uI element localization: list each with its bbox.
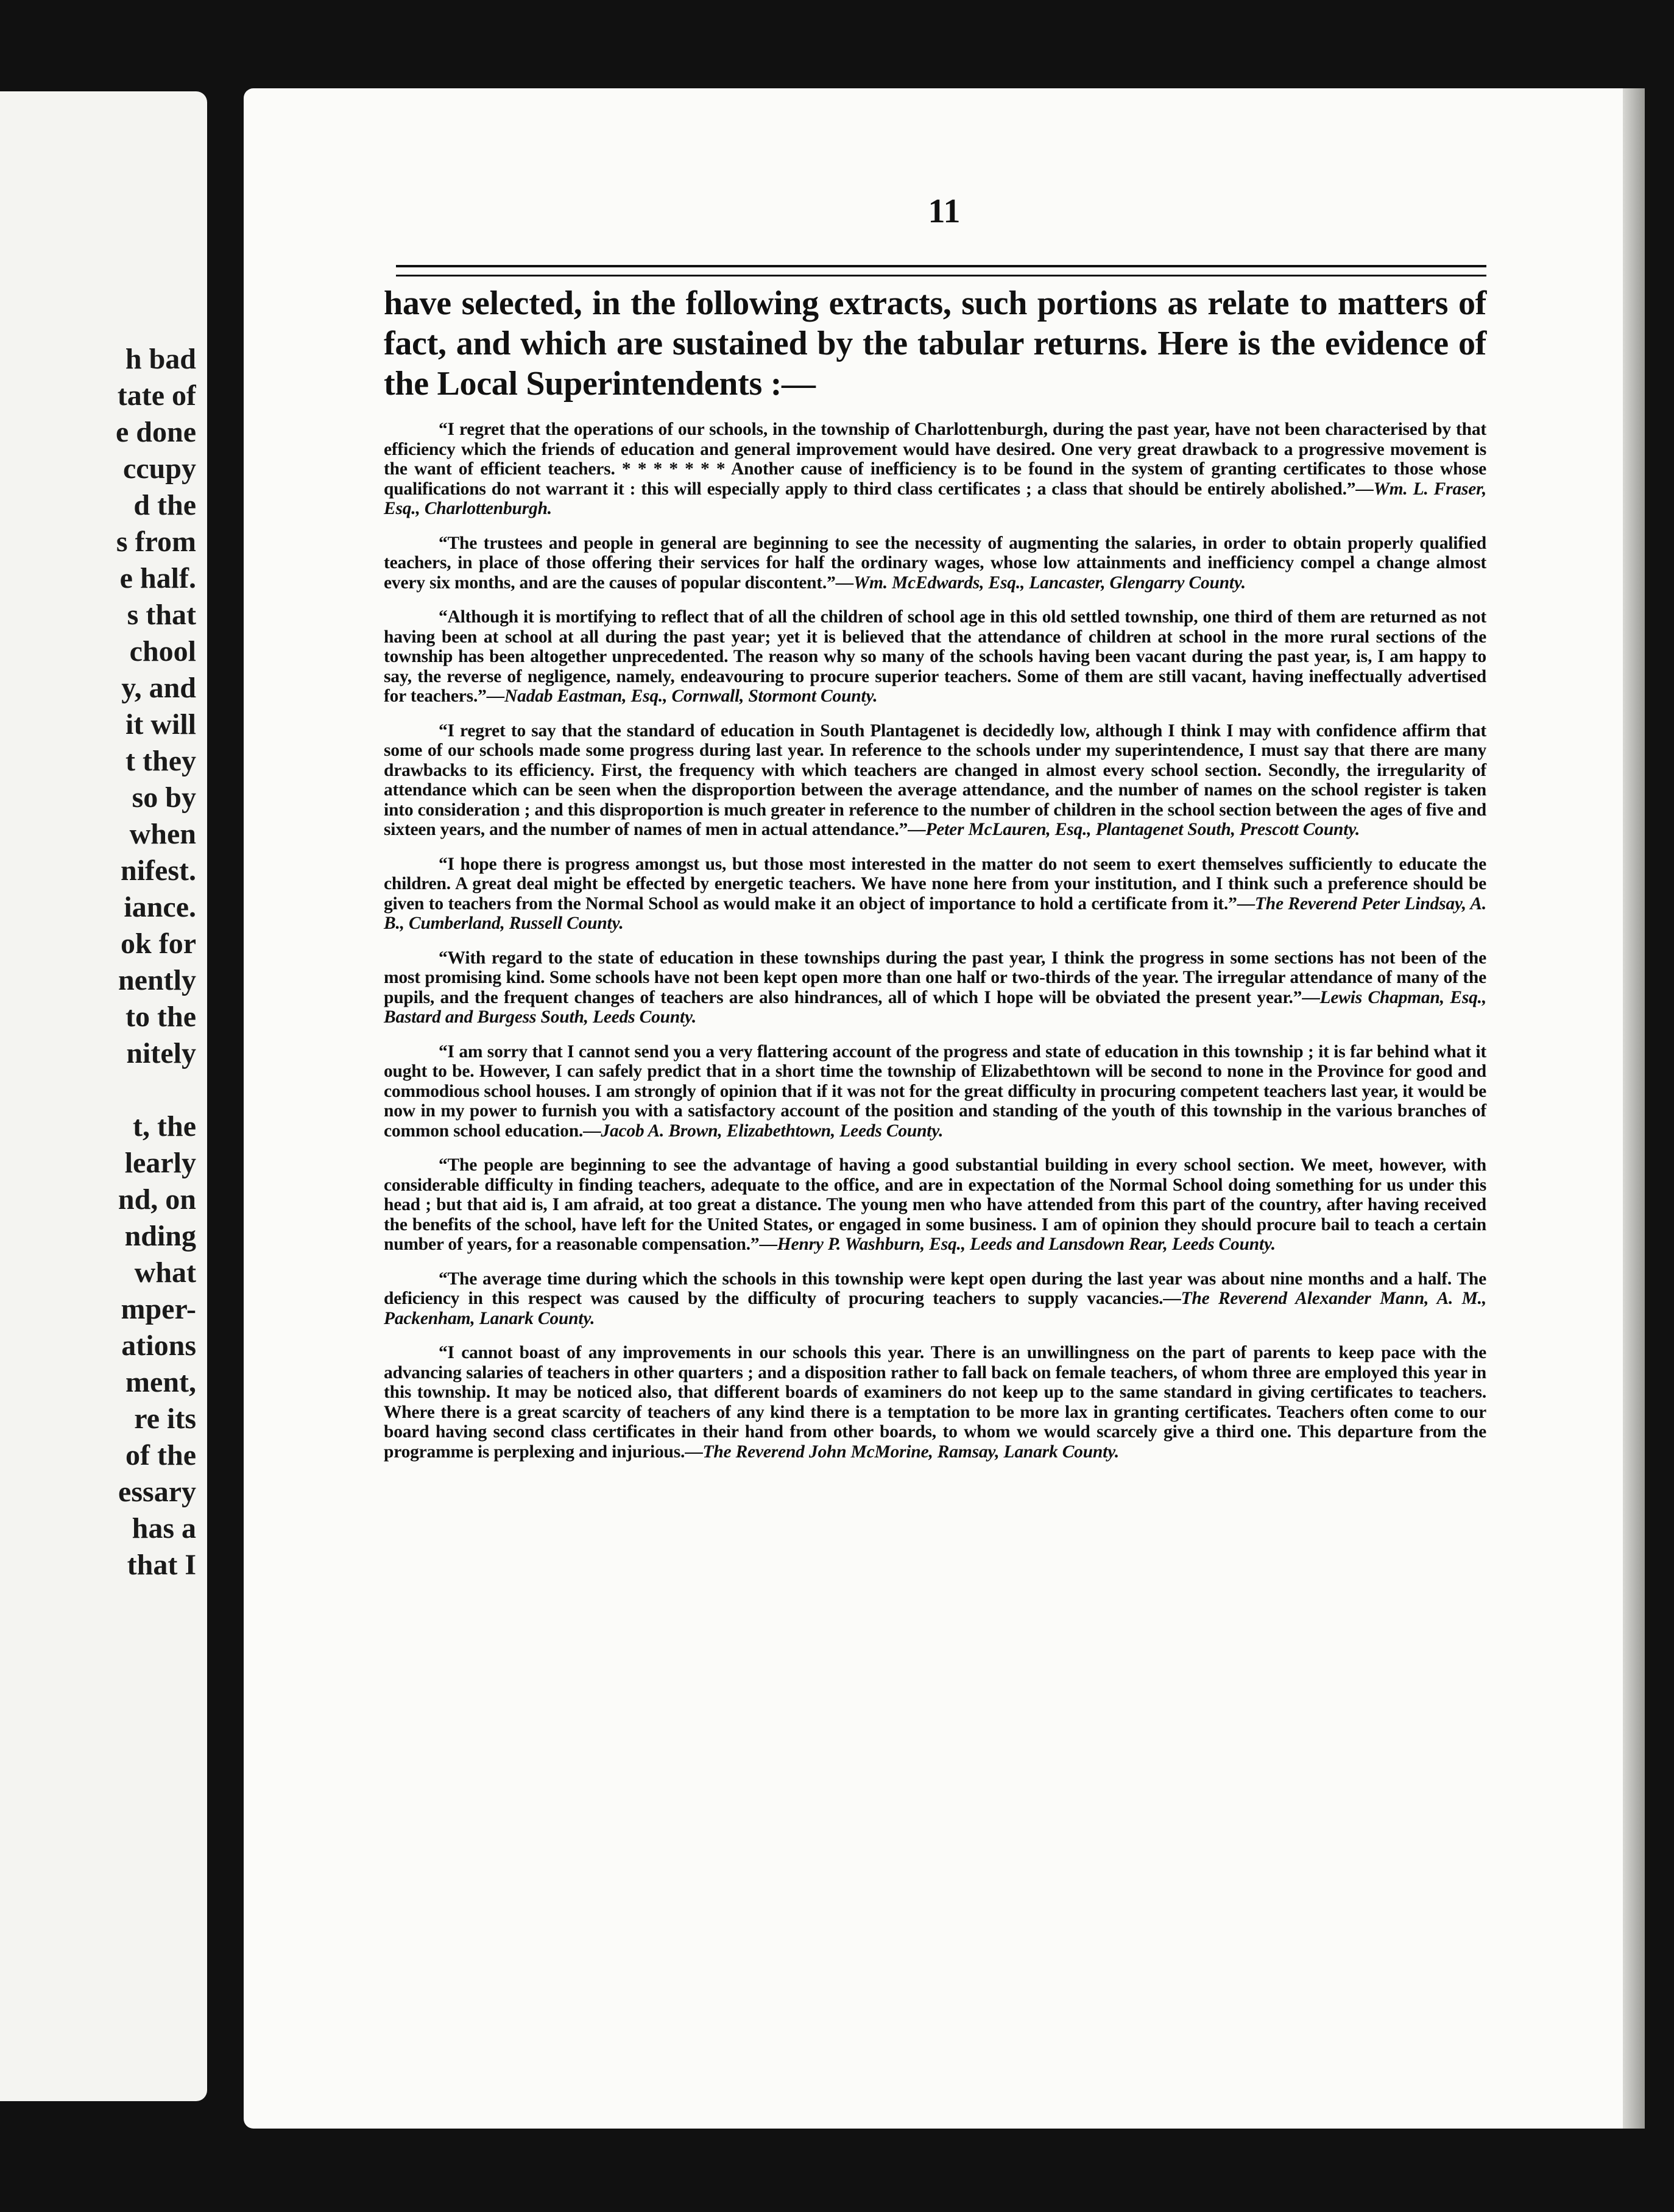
facing-page-line: learly xyxy=(124,1147,196,1179)
facing-page-line xyxy=(13,1072,196,1108)
facing-page-line: ment, xyxy=(125,1366,196,1398)
facing-page-line: t, the xyxy=(133,1110,196,1143)
quote-body: “I hope there is progress amongst us, but those most interested in the matter do not seem to exert themselves sufficiently to educate the children. A great deal might be effected by energetic teachers. We have none here from your institution, and I think such a preference should be given to teachers from the Normal School as would make it an object of importance to hold a certificate from it.”— xyxy=(384,854,1486,914)
quote-attribution: The Reverend Peter Lindsay, A. B., Cumberland, Russell County. xyxy=(384,893,1486,933)
facing-page-line: so by xyxy=(132,781,196,814)
facing-page-line: d the xyxy=(133,489,196,521)
facing-page-line: has a xyxy=(132,1512,196,1545)
facing-page-line: when xyxy=(129,818,196,850)
quote-text xyxy=(384,854,1486,934)
facing-page-line: tate of xyxy=(117,379,196,412)
facing-page-line: chool xyxy=(129,635,196,667)
quote-text xyxy=(384,1155,1486,1255)
quote-attribution: Jacob A. Brown, Elizabethtown, Leeds County. xyxy=(601,1121,944,1141)
quote-body: “The average time during which the schools in this township were kept open during the last year was about nine months and a half. The deficiency in this respect was caused by the difficulty of procuring teachers to supply vacancies.— xyxy=(384,1269,1486,1308)
quote-paragraph xyxy=(384,854,1486,934)
facing-page-line: nently xyxy=(118,964,196,996)
facing-page-line: nifest. xyxy=(121,854,196,887)
facing-page-line: h bad xyxy=(125,343,196,375)
page-content xyxy=(384,283,1486,1476)
facing-page-line: iance. xyxy=(124,891,196,923)
quote-paragraph xyxy=(384,721,1486,840)
document-page xyxy=(244,88,1645,2129)
quote-text xyxy=(384,534,1486,593)
quote-body: “The people are beginning to see the advantage of having a good substantial building in every school section. We meet, however, with considerable difficulty in finding teachers, adequate to the office, and are in expectation of the Normal School doing something for us under this head ; but that aid is, I am afraid, at too great a distance. The young men who have attended from this part of the country, after having received the benefits of the school, have left for the United States, or engaged in some business. I am of opinion they should procure bail to teach a certain number of years, for a reasonable compensation.”— xyxy=(384,1155,1486,1254)
quote-attribution: The Reverend Alexander Mann, A. M., Packenham, Lanark County. xyxy=(384,1289,1486,1328)
facing-page-line: s that xyxy=(127,599,196,631)
quote-paragraph xyxy=(384,420,1486,519)
quote-body: “I regret that the operations of our schools, in the township of Charlottenburgh, during the past year, have not been characterised by that efficiency which the friends of education and general improvement would have desired. One very great drawback to a progressive movement is the want of efficient teachers. * * * * * * * Another cause of inefficiency is to be found in the system of granting certificates to those whose qualifications do not warrant it : this will especially apply to third class certificates ; a class that should be entirely abolished.”— xyxy=(384,420,1486,499)
quote-text xyxy=(384,1343,1486,1462)
quote-paragraph xyxy=(384,1042,1486,1141)
quote-text xyxy=(384,607,1486,706)
facing-page-line: t they xyxy=(125,745,196,777)
facing-page xyxy=(0,91,207,2101)
quote-text xyxy=(384,1042,1486,1141)
facing-page-line: e half. xyxy=(119,562,196,594)
facing-page-line: nd, on xyxy=(118,1183,196,1216)
facing-page-line: nitely xyxy=(126,1037,196,1069)
facing-page-line: e done xyxy=(116,416,196,448)
facing-page-line: y, and xyxy=(121,672,196,704)
page-edge xyxy=(1623,88,1645,2129)
facing-page-line: of the xyxy=(125,1439,196,1471)
quote-body: “The trustees and people in general are beginning to see the necessity of augmenting the salaries, in order to obtain properly qualified teachers, in place of those offering their services for half the ordinary wages, whose low attainments and inefficiency compel a change almost every six months, and are the causes of popular discontent.”— xyxy=(384,533,1486,593)
facing-page-line: what xyxy=(134,1256,196,1289)
quote-text xyxy=(384,948,1486,1027)
facing-page-line: that I xyxy=(127,1549,196,1581)
facing-page-line: mper- xyxy=(121,1293,196,1325)
quote-attribution: Henry P. Washburn, Esq., Leeds and Lansdown Rear, Leeds County. xyxy=(777,1235,1276,1254)
facing-page-line: ok for xyxy=(121,928,196,960)
quote-paragraph xyxy=(384,1155,1486,1255)
facing-page-line: it will xyxy=(125,708,196,741)
facing-page-line: re its xyxy=(134,1403,196,1435)
quote-attribution: Wm. McEdwards, Esq., Lancaster, Glengarry County. xyxy=(853,572,1246,593)
quote-attribution: Peter McLauren, Esq., Plantagenet South, Prescott County. xyxy=(925,820,1360,839)
quotes-list xyxy=(384,420,1486,1462)
facing-page-line: s from xyxy=(116,526,196,558)
quote-attribution: Wm. L. Fraser, Esq., Charlottenburgh. xyxy=(384,479,1486,518)
quote-body: “With regard to the state of education in these townships during the past year, I think the progress in some sections has not been of the most promising kind. Some schools have not been kept open more than one half or two-thirds of the year. The irregular attendance of many of the pupils, and the frequent changes of teachers are also hindrances, all of which I hope will be obviated the present year.”— xyxy=(384,948,1486,1007)
quote-body: “Although it is mortifying to reflect that of all the children of school age in this old settled township, one third of them are returned as not having been at school at all during the past year; yet it is believed that the attendance of children at school in the more rural sections of the township has been altogether unprecedented. The reason why so many of the schools having been vacant during the past year, is, I am happy to say, the reverse of negligence, namely, endeavouring to procure superior teachers. Some of them are still vacant, having ineffectually advertised for teachers.”— xyxy=(384,607,1486,706)
intro-paragraph: have selected, in the following extracts, such portions as relate to matters of fact, and which are sustained by the tabular returns. Here is the evidence of the Local Superintendents :— xyxy=(384,284,1486,403)
page-number: 11 xyxy=(928,192,961,230)
quote-paragraph xyxy=(384,534,1486,593)
quote-body: “I am sorry that I cannot send you a very flattering account of the progress and state of education in this township ; it is far behind what it ought to be. However, I can safely predict that in a short time the township of Elizabethtown will be second to none in the Province for good and commodious school houses. I am strongly of opinion that if it was not for the great difficulty in procuring competent teachers last year, it would be now in my power to furnish you with a satisfactory account of the position and standing of the youth of this township in the various branches of common school education.— xyxy=(384,1041,1486,1141)
quote-text xyxy=(384,721,1486,840)
facing-page-line: nding xyxy=(124,1220,196,1252)
facing-page-text xyxy=(13,341,196,1583)
quote-attribution: Lewis Chapman, Esq., Bastard and Burgess South, Leeds County. xyxy=(384,987,1486,1027)
facing-page-line: to the xyxy=(125,1001,196,1033)
quote-body: “I cannot boast of any improvements in our schools this year. There is an unwillingness on the part of parents to keep pace with the advancing salaries of teachers in other quarters ; and a disposition rather to fall back on female teachers, of whom three are employed this year in this township. It may be noticed also, that different boards of examiners do not keep up to the same standard in giving certificates to teachers. Where there is a great scarcity of teachers of any kind there is a temptation to be more lax in granting certificates. Teachers often come to our board having second class certificates in their hand from other boards, to whom we would scarcely give a third one. This departure from the programme is perplexing and injurious.— xyxy=(384,1343,1486,1462)
quote-paragraph xyxy=(384,948,1486,1027)
quote-attribution: Nadab Eastman, Esq., Cornwall, Stormont County. xyxy=(504,686,878,706)
quote-text xyxy=(384,420,1486,519)
quote-paragraph xyxy=(384,1269,1486,1329)
facing-page-line: essary xyxy=(118,1476,196,1508)
quote-attribution: The Reverend John McMorine, Ramsay, Lanark County. xyxy=(702,1442,1120,1462)
quote-paragraph xyxy=(384,1343,1486,1462)
quote-text xyxy=(384,1269,1486,1329)
quote-paragraph xyxy=(384,607,1486,706)
facing-page-line: ccupy xyxy=(123,453,196,485)
quote-body: “I regret to say that the standard of education in South Plantagenet is decidedly low, although I think I may with confidence affirm that some of our schools made some progress during last year. In reference to the schools under my superintendence, I must say that there are many drawbacks to its efficiency. First, the frequency with which teachers are changed in almost every school section. Secondly, the irregularity of attendance which can be seen when the disproportion between the average attendance, and the number of names on the school register is taken into consideration ; and this disproportion is much greater in reference to the number of children in the school section between the ages of five and sixteen years, and the number of names of men in actual attendance.”— xyxy=(384,720,1486,839)
facing-page-line: ations xyxy=(121,1330,196,1362)
header-rule xyxy=(396,265,1486,276)
